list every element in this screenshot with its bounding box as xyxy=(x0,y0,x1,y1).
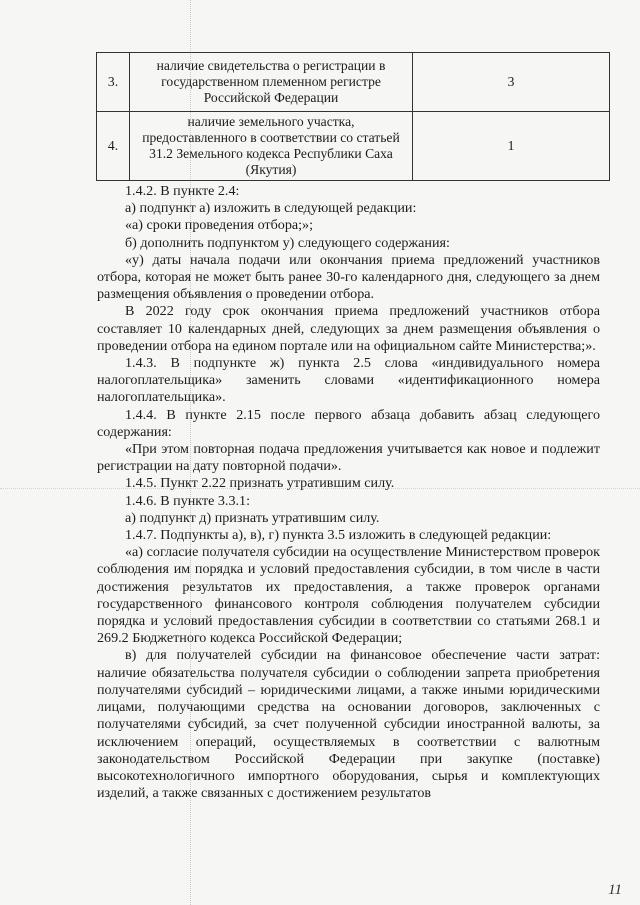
paragraph: «а) сроки проведения отбора;»; xyxy=(125,217,313,234)
row-number: 4. xyxy=(97,112,130,181)
score-value: 1 xyxy=(413,112,610,181)
row-number: 3. xyxy=(97,53,130,112)
criterion-text: наличие земельного участка, предоставленного в соответствии со статьей 31.2 Земельного кодекса Республики Саха (Якутия) xyxy=(130,112,413,181)
page-number: 11 xyxy=(608,882,622,898)
criteria-table xyxy=(96,52,610,181)
table-row xyxy=(97,53,610,112)
paragraph: «При этом повторная подача предложения учитывается как новое и подлежит регистрации на дату повторной подачи». xyxy=(97,441,600,475)
document-body xyxy=(97,183,600,802)
paragraph: а) подпункт д) признать утратившим силу. xyxy=(125,509,380,526)
paragraph: 1.4.2. В пункте 2.4: xyxy=(125,183,240,199)
paragraph: 1.4.7. Подпункты а), в), г) пункта 3.5 изложить в следующей редакции: xyxy=(125,527,552,544)
paragraph: 1.4.4. В пункте 2.15 после первого абзаца добавить абзац следующего содержания: xyxy=(97,406,600,440)
table-row xyxy=(97,112,610,181)
paragraph: в) для получателей субсидии на финансовое обеспечение части затрат: наличие обязательства получателя субсидии о соблюдении запрета приобретения получателями субсидий – юридическими лицами, а также иными юридическими лицами, получающими средства на основании договоров, заключенных с получателями субсидий, за счет полученной субсидии иностранной валюты, за исключением операций, осуществляемых в соответствии с валютным законодательством Российской Федерации при закупке (поставке) высокотехнологичного импортного оборудования, сырья и комплектующих изделий, а также связанных с достижением результатов xyxy=(97,647,600,802)
criterion-text: наличие свидетельства о регистрации в государственном племенном регистре Российской Федерации xyxy=(130,53,413,112)
paragraph: 1.4.3. В подпункте ж) пункта 2.5 слова «индивидуального номера налогоплательщика» заменить словами «идентификационного номера налогоплательщика». xyxy=(97,355,600,406)
paragraph: «а) согласие получателя субсидии на осуществление Министерством проверок соблюдения им порядка и условий предоставления субсидии, в том числе в части достижения результатов их предоставления, а также проверок органами государственного финансового контроля соблюдения получателем субсидии порядка и условий предоставления субсидии в соответствии со статьями 268.1 и 269.2 Бюджетного кодекса Российской Федерации; xyxy=(97,544,600,647)
score-value: 3 xyxy=(413,53,610,112)
paragraph: 1.4.6. В пункте 3.3.1: xyxy=(125,492,250,509)
paragraph: а) подпункт а) изложить в следующей редакции: xyxy=(125,200,417,217)
paragraph: В 2022 году срок окончания приема предложений участников отбора составляет 10 календарных дней, следующих за днем размещения объявления о проведении отбора на едином портале или на официальном сайте Министерства;». xyxy=(97,303,600,354)
paragraph: «у) даты начала подачи или окончания приема предложений участников отбора, которая не может быть ранее 30-го календарного дня, следующего за днем размещения объявления о проведении отбора. xyxy=(97,251,600,303)
paragraph: 1.4.5. Пункт 2.22 признать утратившим силу. xyxy=(125,475,395,492)
paragraph: б) дополнить подпунктом у) следующего содержания: xyxy=(125,234,450,251)
